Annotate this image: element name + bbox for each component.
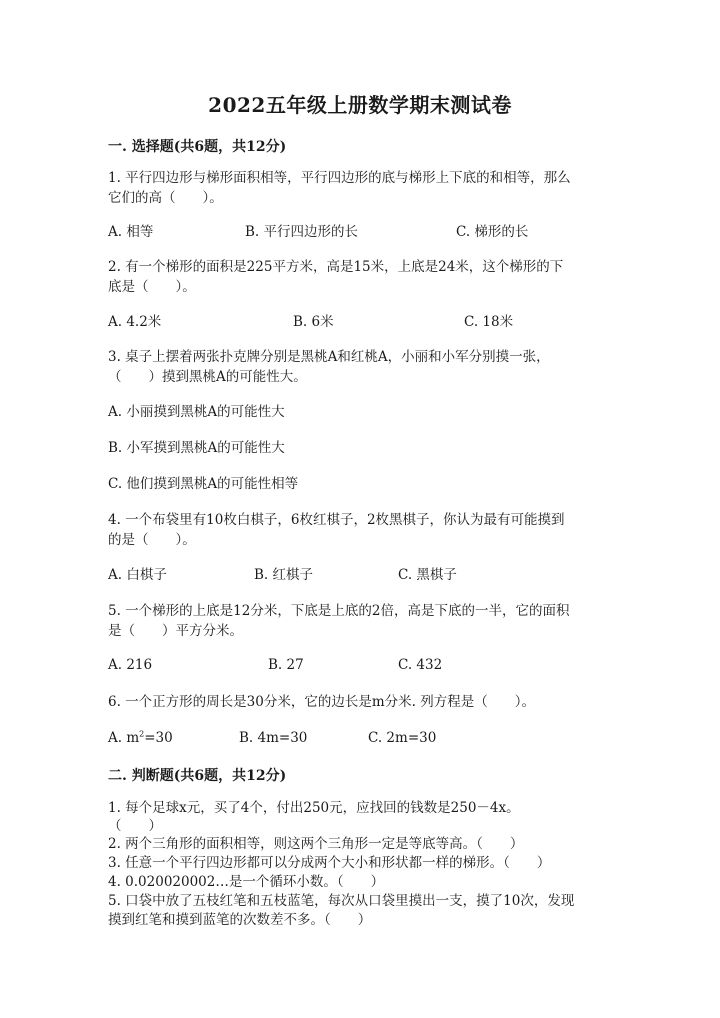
judge-item-text: 摸到红笔和摸到蓝笔的次数差不多。（ ） [108,912,372,928]
option-c: C. 梯形的长 [456,224,529,240]
option-a [108,728,173,748]
option-c: C. 2m=30 [368,730,437,746]
section-heading-choice: 一. 选择题(共6题，共12分) [108,139,287,155]
option-b: B. 27 [268,657,304,673]
page-title: 2022五年级上册数学期末测试卷 [208,93,512,117]
option-b: B. 平行四边形的长 [245,224,359,240]
question-text: 是（ ）平方分米。 [108,623,243,639]
judge-item-text: （ ） [108,818,162,834]
option-c: C. 18米 [464,314,514,330]
question-text: （ ）摸到黑桃A的可能性大。 [108,369,307,385]
judge-item-text: 5. 口袋中放了五枝红笔和五枝蓝笔，每次从口袋里摸出一支，摸了10次，发现 [108,893,575,909]
question-text: 底是（ ）。 [108,279,196,295]
judge-item-text: 3. 任意一个平行四边形都可以分成两个大小和形状都一样的梯形。（ ） [108,855,551,871]
question-text: 6. 一个正方形的周长是30分米，它的边长是m分米. 列方程是（ ）。 [108,694,535,710]
option-a: A. 相等 [108,224,154,240]
option-a: A. 4.2米 [108,314,162,330]
option-a-tail: =30 [144,730,173,746]
judge-item-text: 1. 每个足球x元，买了4个，付出250元，应找回的钱数是250－4x。 [108,800,520,816]
question-text: 的是（ ）。 [108,532,196,548]
superscript: 2 [139,729,145,739]
question-text: 4. 一个布袋里有10枚白棋子，6枚红棋子，2枚黑棋子，你认为最有可能摸到 [108,512,565,528]
option-c: C. 黑棋子 [398,567,457,583]
option-c: C. 他们摸到黑桃A的可能性相等 [108,476,299,492]
option-a: A. 白棋子 [108,567,167,583]
question-text: 2. 有一个梯形的面积是225平方米，高是15米，上底是24米，这个梯形的下 [108,259,564,275]
option-b: B. 4m=30 [239,730,308,746]
section-heading-judge: 二. 判断题(共6题，共12分) [108,768,287,784]
question-text: 它们的高（ ）。 [108,190,223,206]
option-a: A. 小丽摸到黑桃A的可能性大 [108,404,285,420]
option-a: A. 216 [108,657,153,673]
judge-item-text: 4. 0.020020002…是一个循环小数。（ ） [108,874,385,890]
option-b: B. 6米 [293,314,334,330]
option-b: B. 小军摸到黑桃A的可能性大 [108,440,285,456]
option-b: B. 红棋子 [254,567,314,583]
question-text: 1. 平行四边形与梯形面积相等，平行四边形的底与梯形上下底的和相等，那么 [108,170,571,186]
question-text: 3. 桌子上摆着两张扑克牌分别是黑桃A和红桃A，小丽和小军分别摸一张， [108,349,550,365]
option-a-base: A. m [108,730,140,746]
question-text: 5. 一个梯形的上底是12分米，下底是上底的2倍，高是下底的一半，它的面积 [108,603,570,619]
option-c: C. 432 [398,657,443,673]
judge-item-text: 2. 两个三角形的面积相等，则这两个三角形一定是等底等高。（ ） [108,836,524,852]
